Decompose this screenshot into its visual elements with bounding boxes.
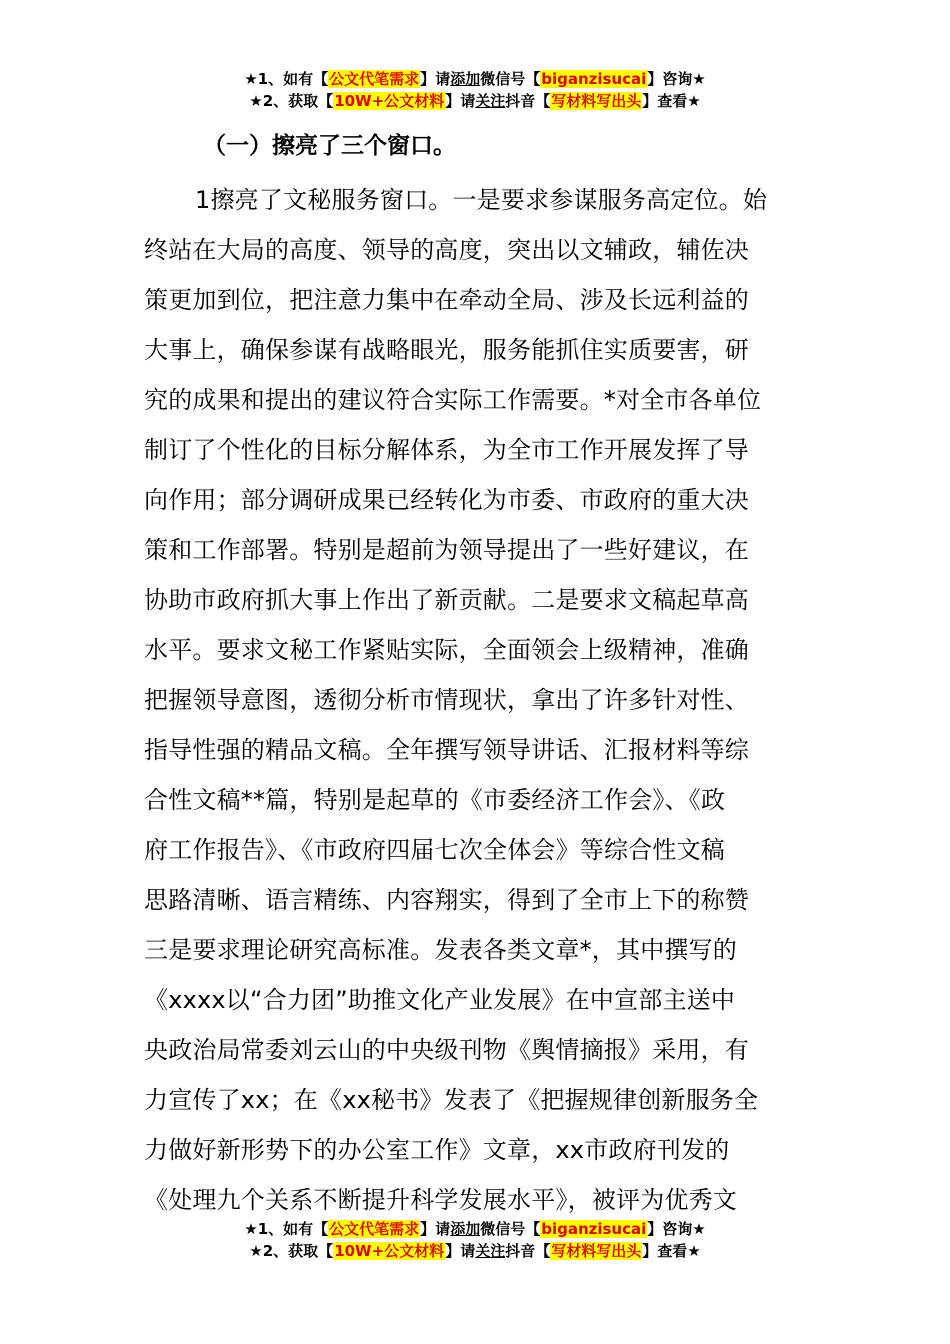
banner-text: 】请 [420, 1220, 451, 1238]
body-line: 把握领导意图，透彻分析市情现状，拿出了许多针对性、 [144, 686, 749, 714]
banner-text: ★1、如有【 [244, 70, 329, 88]
bottom-banner [0, 1218, 950, 1262]
banner-line-2 [0, 1240, 950, 1262]
banner-highlight: biganzisucai [541, 1220, 647, 1238]
banner-highlight: biganzisucai [541, 70, 647, 88]
banner-text: 】查看★ [642, 1242, 701, 1260]
body-line: 1擦亮了文秘服务窗口。一是要求参谋服务高定位。始 [195, 186, 768, 214]
body-line: 水平。要求文秘工作紧贴实际，全面领会上级精神，准确 [144, 636, 749, 664]
banner-highlight: 写材料写出头 [551, 92, 642, 110]
body-line: 思路清晰、语言精练、内容翔实，得到了全市上下的称赞 [144, 886, 749, 914]
body-line: 府工作报告》、《市政府四届七次全体会》等综合性文稿 [144, 836, 725, 864]
body-line: 力做好新形势下的办公室工作》文章，xx市政府刊发的 [144, 1136, 730, 1164]
body-line: 策更加到位，把注意力集中在牵动全局、涉及长远利益的 [144, 286, 749, 314]
body-line: 终站在大局的高度、领导的高度，突出以文辅政，辅佐决 [144, 236, 749, 264]
banner-text: 抖音【 [505, 92, 551, 110]
body-line: 三是要求理论研究高标准。发表各类文章*，其中撰写的 [144, 936, 737, 964]
banner-line-1 [0, 1218, 950, 1240]
banner-underlined: 关注 [475, 92, 506, 110]
banner-text: 】请 [445, 1242, 476, 1260]
banner-highlight: 10W+公文材料 [334, 1242, 445, 1260]
body-line: 力宣传了xx；在《xx秘书》发表了《把握规律创新服务全 [144, 1086, 759, 1114]
body-line: 协助市政府抓大事上作出了新贡献。二是要求文稿起草高 [144, 586, 749, 614]
banner-line-2 [0, 90, 950, 112]
body-line: 合性文稿**篇，特别是起草的《市委经济工作会》、《政 [144, 786, 726, 814]
banner-text: 】请 [420, 70, 451, 88]
banner-text: 】查看★ [642, 92, 701, 110]
banner-line-1 [0, 68, 950, 90]
banner-underlined: 关注 [475, 1242, 506, 1260]
banner-text: ★2、获取【 [249, 92, 334, 110]
body-line: 向作用；部分调研成果已经转化为市委、市政府的重大决 [144, 486, 749, 514]
banner-text: 抖音【 [505, 1242, 551, 1260]
body-line: 指导性强的精品文稿。全年撰写领导讲话、汇报材料等综 [144, 736, 749, 764]
banner-highlight: 写材料写出头 [551, 1242, 642, 1260]
body-line: 究的成果和提出的建议符合实际工作需要。*对全市各单位 [144, 386, 762, 414]
body-line: 制订了个性化的目标分解体系，为全市工作开展发挥了导 [144, 436, 749, 464]
body-line: 策和工作部署。特别是超前为领导提出了一些好建议，在 [144, 536, 749, 564]
banner-highlight: 公文代笔需求 [329, 1220, 420, 1238]
banner-highlight: 10W+公文材料 [334, 92, 445, 110]
section-heading: （一）擦亮了三个窗口。 [203, 133, 456, 159]
banner-text: 微信号【 [480, 70, 541, 88]
body-line: 《xxxx以“合力团”助推文化产业发展》在中宣部主送中 [144, 986, 736, 1014]
banner-underlined: 添加 [450, 1220, 481, 1238]
banner-text: ★1、如有【 [244, 1220, 329, 1238]
banner-text: 微信号【 [480, 1220, 541, 1238]
banner-underlined: 添加 [450, 70, 481, 88]
body-line: 央政治局常委刘云山的中央级刊物《舆情摘报》采用，有 [144, 1036, 749, 1064]
banner-highlight: 公文代笔需求 [329, 70, 420, 88]
body-line: 《处理九个关系不断提升科学发展水平》，被评为优秀文 [144, 1186, 737, 1214]
banner-text: ★2、获取【 [249, 1242, 334, 1260]
banner-text: 】咨询★ [647, 1220, 706, 1238]
top-banner [0, 68, 950, 112]
banner-text: 】咨询★ [647, 70, 706, 88]
body-line: 大事上，确保参谋有战略眼光，服务能抓住实质要害，研 [144, 336, 749, 364]
body-paragraph [144, 175, 809, 1225]
banner-text: 】请 [445, 92, 476, 110]
